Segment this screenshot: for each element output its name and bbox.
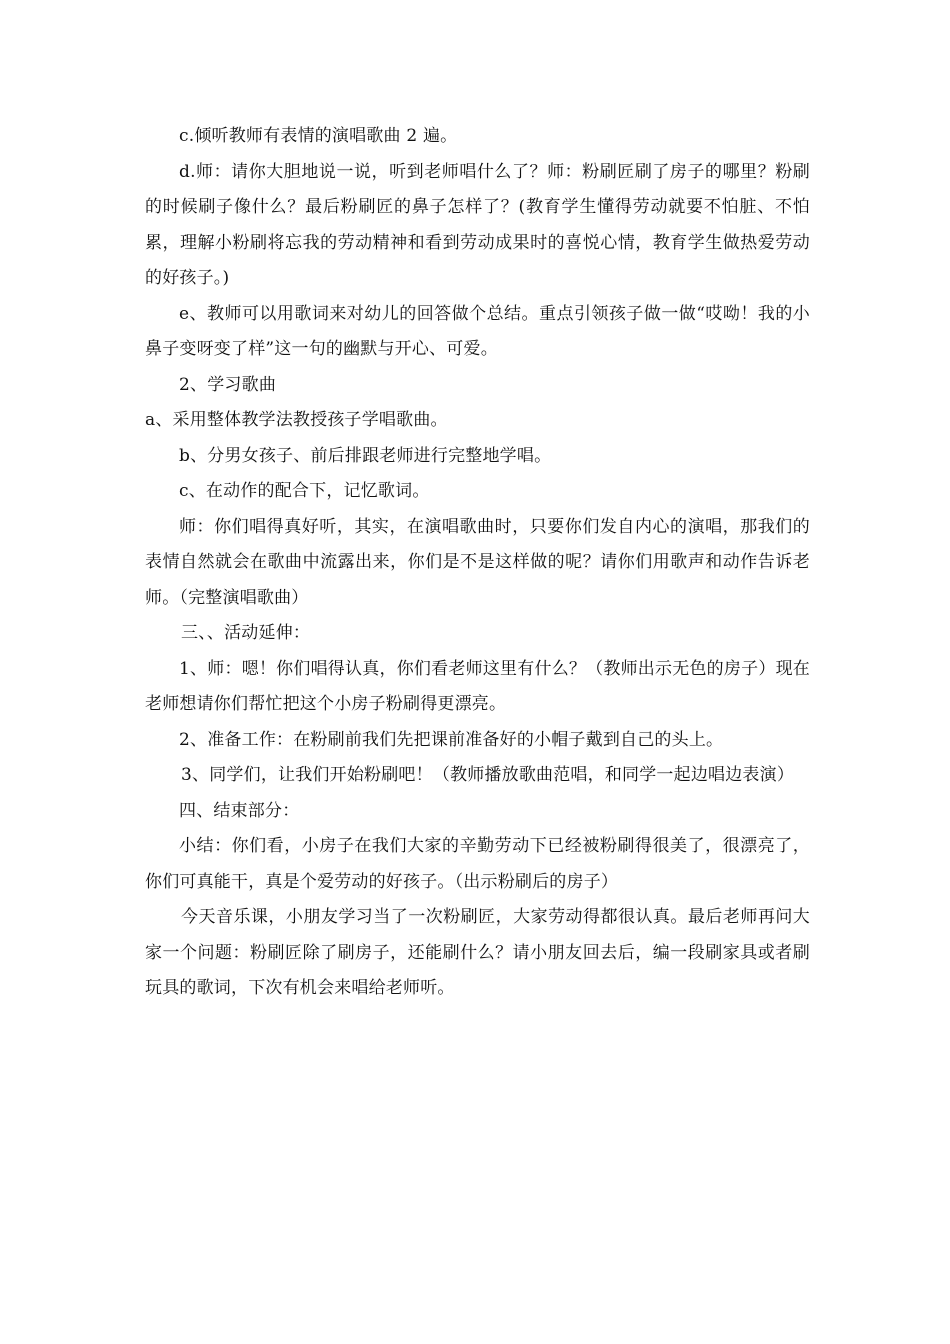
paragraph-learn-c: c、在动作的配合下，记忆歌词。 bbox=[179, 481, 430, 501]
paragraph-step-c: c.倾听教师有表情的演唱歌曲 2 遍。 bbox=[179, 126, 458, 146]
paragraph-step-d: d.师：请你大胆地说一说，听到老师唱什么了？师：粉刷匠刷了房子的哪里？粉刷的时候刷子像什么？最后粉刷匠的鼻子怎样了？(教育学生懂得劳动就要不怕脏、不怕累，理解小粉刷将忘我的劳动精神和看到劳动成果时的喜悦心情，教育学生做热爱劳动的好孩子。) bbox=[145, 161, 810, 288]
section-heading-ending: 四、结束部分： bbox=[179, 800, 300, 821]
document-body bbox=[145, 119, 810, 1007]
section-heading-extension: 三、、活动延伸： bbox=[181, 623, 311, 643]
paragraph-step-e: e、教师可以用歌词来对幼儿的回答做个总结。重点引领孩子做一做“哎呦！我的小鼻子变呀变了样”这一句的幽默与开心、可爱。 bbox=[145, 303, 810, 359]
paragraph-extension-1: 1、师：嗯！你们唱得认真，你们看老师这里有什么？（教师出示无色的房子）现在老师想请你们帮忙把这个小房子粉刷得更漂亮。 bbox=[145, 658, 810, 714]
paragraph-summary: 小结：你们看，小房子在我们大家的辛勤劳动下已经被粉刷得很美了，很漂亮了，你们可真能干，真是个爱劳动的好孩子。（出示粉刷后的房子） bbox=[145, 836, 810, 892]
paragraph-teacher-praise: 师：你们唱得真好听，其实，在演唱歌曲时，只要你们发自内心的演唱，那我们的表情自然就会在歌曲中流露出来，你们是不是这样做的呢？请你们用歌声和动作告诉老师。（完整演唱歌曲） bbox=[145, 516, 810, 608]
paragraph-extension-2: 2、准备工作：在粉刷前我们先把课前准备好的小帽子戴到自己的头上。 bbox=[179, 729, 724, 750]
paragraph-extension-3: 3、同学们，让我们开始粉刷吧！（教师播放歌曲范唱，和同学一起边唱边表演） bbox=[181, 765, 795, 785]
paragraph-learn-a: a、采用整体教学法教授孩子学唱歌曲。 bbox=[145, 410, 448, 430]
section-heading-learn-song: 2、学习歌曲 bbox=[179, 374, 277, 395]
paragraph-closing: 今天音乐课，小朋友学习当了一次粉刷匠，大家劳动得都很认真。最后老师再问大家一个问题：粉刷匠除了刷房子，还能刷什么？请小朋友回去后，编一段刷家具或者刷玩具的歌词，下次有机会来唱给老师听。 bbox=[145, 907, 810, 998]
paragraph-learn-b: b、分男女孩子、前后排跟老师进行完整地学唱。 bbox=[179, 445, 552, 466]
